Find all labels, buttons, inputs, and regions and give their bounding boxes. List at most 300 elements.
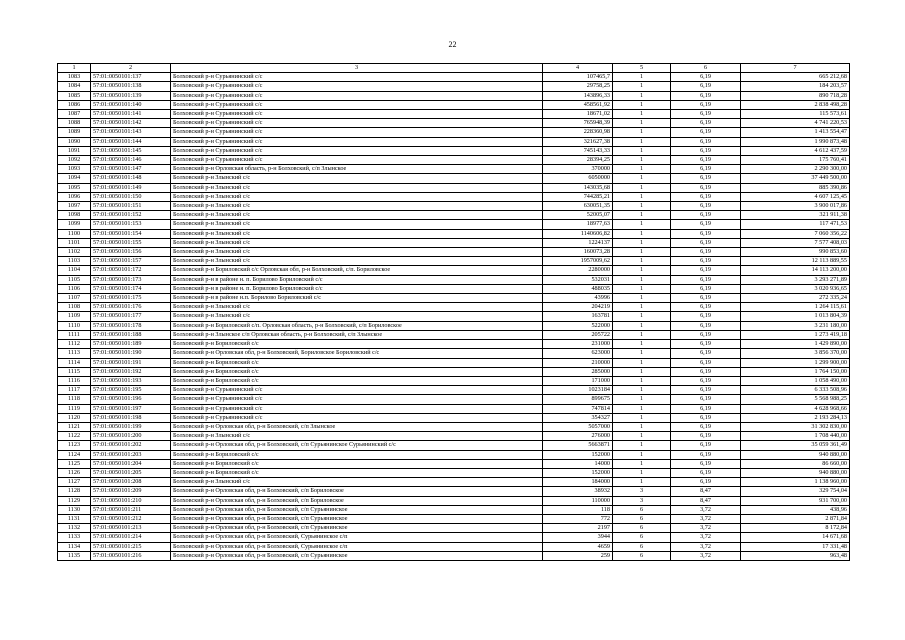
- rate-cell: 6,19: [671, 340, 741, 349]
- rate-cell: 6,19: [671, 248, 741, 257]
- rate-cell: 6,19: [671, 284, 741, 293]
- address-cell: Болховский р-н Злынский с/с: [171, 248, 543, 257]
- rate-cell: 6,19: [671, 156, 741, 165]
- area-cell: 354327: [543, 413, 613, 422]
- cadastral-number-cell: 57:01:0050101:154: [91, 229, 171, 238]
- address-cell: Болховский р-н Бориловский с/с: [171, 358, 543, 367]
- area-cell: 285000: [543, 367, 613, 376]
- value-cell: 321 911,38: [741, 211, 850, 220]
- value-cell: 7 060 356,22: [741, 229, 850, 238]
- row-number-cell: 1117: [58, 386, 91, 395]
- cadastral-number-cell: 57:01:0050101:203: [91, 450, 171, 459]
- table-row: [58, 100, 850, 109]
- table-row: [58, 496, 850, 505]
- table-row: [58, 238, 850, 247]
- cadastral-number-cell: 57:01:0050101:145: [91, 146, 171, 155]
- rate-cell: 8,47: [671, 487, 741, 496]
- row-number-cell: 1100: [58, 229, 91, 238]
- address-cell: Болховский р-н Злынский с/с: [171, 303, 543, 312]
- rate-cell: 6,19: [671, 73, 741, 82]
- address-cell: Болховский р-н Сурьянинский с/с: [171, 413, 543, 422]
- row-number-cell: 1131: [58, 514, 91, 523]
- area-cell: 772: [543, 514, 613, 523]
- cadastral-number-cell: 57:01:0050101:214: [91, 533, 171, 542]
- area-cell: 160073,28: [543, 248, 613, 257]
- rate-cell: 3,72: [671, 551, 741, 560]
- row-number-cell: 1112: [58, 340, 91, 349]
- table-row: [58, 422, 850, 431]
- cadastral-number-cell: 57:01:0050101:191: [91, 358, 171, 367]
- value-cell: 14 671,68: [741, 533, 850, 542]
- cadastral-number-cell: 57:01:0050101:213: [91, 524, 171, 533]
- row-number-cell: 1096: [58, 192, 91, 201]
- row-number-cell: 1108: [58, 303, 91, 312]
- value-cell: 117 471,53: [741, 220, 850, 229]
- address-cell: Болховский р-н Орловская обл, р-н Болховский, Сурьянинское с/п: [171, 533, 543, 542]
- rate-cell: 6,19: [671, 303, 741, 312]
- value-cell: 8 172,84: [741, 524, 850, 533]
- row-number-cell: 1105: [58, 275, 91, 284]
- cadastral-number-cell: 57:01:0050101:198: [91, 413, 171, 422]
- area-cell: 488035: [543, 284, 613, 293]
- cadastral-number-cell: 57:01:0050101:197: [91, 404, 171, 413]
- row-number-cell: 1122: [58, 432, 91, 441]
- address-cell: Болховский р-н Бориловский с/с: [171, 468, 543, 477]
- group-cell: 1: [613, 422, 671, 431]
- table-row: [58, 524, 850, 533]
- cadastral-number-cell: 57:01:0050101:204: [91, 459, 171, 468]
- value-cell: 6 333 508,96: [741, 386, 850, 395]
- value-cell: 3 293 271,89: [741, 275, 850, 284]
- rate-cell: 6,19: [671, 165, 741, 174]
- table-row: [58, 358, 850, 367]
- area-cell: 630051,35: [543, 202, 613, 211]
- table-row: [58, 395, 850, 404]
- value-cell: 31 302 830,00: [741, 422, 850, 431]
- area-cell: 163781: [543, 312, 613, 321]
- rate-cell: 6,19: [671, 220, 741, 229]
- group-cell: 1: [613, 266, 671, 275]
- group-cell: 1: [613, 128, 671, 137]
- row-number-cell: 1083: [58, 73, 91, 82]
- row-number-cell: 1106: [58, 284, 91, 293]
- group-cell: 1: [613, 468, 671, 477]
- cadastral-number-cell: 57:01:0050101:176: [91, 303, 171, 312]
- cadastral-number-cell: 57:01:0050101:210: [91, 496, 171, 505]
- value-cell: 1 413 554,47: [741, 128, 850, 137]
- group-cell: 1: [613, 312, 671, 321]
- cadastral-number-cell: 57:01:0050101:189: [91, 340, 171, 349]
- area-cell: 107465,7: [543, 73, 613, 82]
- value-cell: 17 331,48: [741, 542, 850, 551]
- group-cell: 6: [613, 505, 671, 514]
- group-cell: 1: [613, 413, 671, 422]
- area-cell: 2197: [543, 524, 613, 533]
- area-cell: 43996: [543, 294, 613, 303]
- table-row: [58, 91, 850, 100]
- cadastral-number-cell: 57:01:0050101:208: [91, 478, 171, 487]
- value-cell: 1 264 115,61: [741, 303, 850, 312]
- address-cell: Болховский р-н в районе н. п. Борилово Бориловский с/с: [171, 284, 543, 293]
- area-cell: 228360,98: [543, 128, 613, 137]
- row-number-cell: 1125: [58, 459, 91, 468]
- column-number-row: [58, 64, 850, 73]
- group-cell: 1: [613, 450, 671, 459]
- rate-cell: 6,19: [671, 376, 741, 385]
- address-cell: Болховский р-н Сурьянинский с/с: [171, 128, 543, 137]
- row-number-cell: 1085: [58, 91, 91, 100]
- table-row: [58, 367, 850, 376]
- cadastral-number-cell: 57:01:0050101:156: [91, 248, 171, 257]
- area-cell: 370000: [543, 165, 613, 174]
- rate-cell: 6,19: [671, 432, 741, 441]
- table-row: [58, 266, 850, 275]
- area-cell: 184000: [543, 478, 613, 487]
- row-number-cell: 1086: [58, 100, 91, 109]
- rate-cell: 8,47: [671, 496, 741, 505]
- rate-cell: 6,19: [671, 349, 741, 358]
- group-cell: 1: [613, 100, 671, 109]
- rate-cell: 6,19: [671, 91, 741, 100]
- group-cell: 3: [613, 496, 671, 505]
- value-cell: 940 880,00: [741, 468, 850, 477]
- address-cell: Болховский р-н Бориловский с/с: [171, 367, 543, 376]
- group-cell: 1: [613, 459, 671, 468]
- row-number-cell: 1104: [58, 266, 91, 275]
- area-cell: 4659: [543, 542, 613, 551]
- address-cell: Болховский р-н Орловская обл, р-н Болховский, с/п Бориловское: [171, 496, 543, 505]
- value-cell: 1 764 150,00: [741, 367, 850, 376]
- value-cell: 1 429 890,00: [741, 340, 850, 349]
- area-cell: 210000: [543, 358, 613, 367]
- value-cell: 35 059 361,49: [741, 441, 850, 450]
- row-number-cell: 1114: [58, 358, 91, 367]
- table-row: [58, 468, 850, 477]
- cadastral-number-cell: 57:01:0050101:178: [91, 321, 171, 330]
- row-number-cell: 1087: [58, 110, 91, 119]
- address-cell: Болховский р-н Сурьянинский с/с: [171, 110, 543, 119]
- table-row: [58, 183, 850, 192]
- address-cell: Болховский р-н Злынский с/с: [171, 229, 543, 238]
- area-cell: 259: [543, 551, 613, 560]
- row-number-cell: 1084: [58, 82, 91, 91]
- value-cell: 1 013 804,39: [741, 312, 850, 321]
- address-cell: Болховский р-н Злынский с/с: [171, 202, 543, 211]
- rate-cell: 6,19: [671, 441, 741, 450]
- value-cell: 4 628 968,66: [741, 404, 850, 413]
- rate-cell: 6,19: [671, 395, 741, 404]
- table-row: [58, 192, 850, 201]
- value-cell: 438,96: [741, 505, 850, 514]
- table-row: [58, 478, 850, 487]
- column-header: 2: [91, 64, 171, 73]
- area-cell: 118: [543, 505, 613, 514]
- row-number-cell: 1094: [58, 174, 91, 183]
- rate-cell: 6,19: [671, 312, 741, 321]
- address-cell: Болховский р-н Орловская обл, р-н Болховский, с/п Сурьянинское: [171, 524, 543, 533]
- rate-cell: 6,19: [671, 468, 741, 477]
- address-cell: Болховский р-н Злынский с/с: [171, 192, 543, 201]
- table-row: [58, 340, 850, 349]
- rate-cell: 6,19: [671, 358, 741, 367]
- area-cell: 2280000: [543, 266, 613, 275]
- row-number-cell: 1101: [58, 238, 91, 247]
- rate-cell: 3,72: [671, 542, 741, 551]
- cadastral-number-cell: 57:01:0050101:139: [91, 91, 171, 100]
- value-cell: 1 138 960,00: [741, 478, 850, 487]
- value-cell: 4 612 437,59: [741, 146, 850, 155]
- row-number-cell: 1091: [58, 146, 91, 155]
- address-cell: Болховский р-н Бориловский с/с: [171, 376, 543, 385]
- table-row: [58, 294, 850, 303]
- group-cell: 3: [613, 487, 671, 496]
- area-cell: 152000: [543, 468, 613, 477]
- cadastral-number-cell: 57:01:0050101:212: [91, 514, 171, 523]
- rate-cell: 6,19: [671, 367, 741, 376]
- cadastral-number-cell: 57:01:0050101:146: [91, 156, 171, 165]
- rate-cell: 6,19: [671, 229, 741, 238]
- cadastral-number-cell: 57:01:0050101:193: [91, 376, 171, 385]
- group-cell: 1: [613, 248, 671, 257]
- rate-cell: 6,19: [671, 110, 741, 119]
- value-cell: 37 449 500,00: [741, 174, 850, 183]
- rate-cell: 3,72: [671, 524, 741, 533]
- cadastral-number-cell: 57:01:0050101:195: [91, 386, 171, 395]
- row-number-cell: 1134: [58, 542, 91, 551]
- table-row: [58, 110, 850, 119]
- group-cell: 1: [613, 165, 671, 174]
- cadastral-number-cell: 57:01:0050101:190: [91, 349, 171, 358]
- cadastral-number-cell: 57:01:0050101:153: [91, 220, 171, 229]
- row-number-cell: 1110: [58, 321, 91, 330]
- row-number-cell: 1097: [58, 202, 91, 211]
- value-cell: 931 700,00: [741, 496, 850, 505]
- row-number-cell: 1126: [58, 468, 91, 477]
- table-row: [58, 165, 850, 174]
- area-cell: 143896,33: [543, 91, 613, 100]
- table-row: [58, 514, 850, 523]
- rate-cell: 6,19: [671, 128, 741, 137]
- group-cell: 1: [613, 294, 671, 303]
- cadastral-number-cell: 57:01:0050101:205: [91, 468, 171, 477]
- table-row: [58, 432, 850, 441]
- row-number-cell: 1113: [58, 349, 91, 358]
- area-cell: 5663871: [543, 441, 613, 450]
- address-cell: Болховский р-н Сурьянинский с/с: [171, 91, 543, 100]
- group-cell: 6: [613, 542, 671, 551]
- cadastral-number-cell: 57:01:0050101:215: [91, 542, 171, 551]
- table-row: [58, 386, 850, 395]
- rate-cell: 3,72: [671, 533, 741, 542]
- group-cell: 1: [613, 73, 671, 82]
- cadastral-number-cell: 57:01:0050101:150: [91, 192, 171, 201]
- cadastral-number-cell: 57:01:0050101:175: [91, 294, 171, 303]
- value-cell: 940 880,00: [741, 450, 850, 459]
- group-cell: 1: [613, 395, 671, 404]
- table-row: [58, 248, 850, 257]
- area-cell: 1023184: [543, 386, 613, 395]
- value-cell: 885 390,86: [741, 183, 850, 192]
- address-cell: Болховский р-н Злынский с/с: [171, 183, 543, 192]
- address-cell: Болховский р-н Орловская обл, р-н Болховский, с/п Сурьянинское: [171, 551, 543, 560]
- rate-cell: 6,19: [671, 137, 741, 146]
- rate-cell: 6,19: [671, 386, 741, 395]
- group-cell: 1: [613, 220, 671, 229]
- rate-cell: 6,19: [671, 450, 741, 459]
- table-row: [58, 73, 850, 82]
- value-cell: 184 203,57: [741, 82, 850, 91]
- address-cell: Болховский р-н Бориловский с/с: [171, 340, 543, 349]
- row-number-cell: 1130: [58, 505, 91, 514]
- address-cell: Болховский р-н Орловская обл, р-н Болховский, с/п Бориловское: [171, 487, 543, 496]
- table-row: [58, 330, 850, 339]
- table-row: [58, 450, 850, 459]
- rate-cell: 6,19: [671, 146, 741, 155]
- row-number-cell: 1129: [58, 496, 91, 505]
- column-header: 7: [741, 64, 850, 73]
- value-cell: 115 573,61: [741, 110, 850, 119]
- rate-cell: 6,19: [671, 459, 741, 468]
- table-row: [58, 551, 850, 560]
- area-cell: 1957009,62: [543, 257, 613, 266]
- group-cell: 6: [613, 524, 671, 533]
- area-cell: 765948,39: [543, 119, 613, 128]
- table-row: [58, 413, 850, 422]
- table-row: [58, 376, 850, 385]
- group-cell: 1: [613, 211, 671, 220]
- group-cell: 1: [613, 376, 671, 385]
- address-cell: Болховский р-н Сурьянинский с/с: [171, 73, 543, 82]
- address-cell: Болховский р-н Орловская обл, р-н Болховский, с/п Сурьянинское Сурьянинский с/с: [171, 441, 543, 450]
- rate-cell: 6,19: [671, 119, 741, 128]
- cadastral-number-cell: 57:01:0050101:211: [91, 505, 171, 514]
- address-cell: Болховский р-н в районе н. п. Борилово Бориловский с/с: [171, 275, 543, 284]
- table-row: [58, 459, 850, 468]
- address-cell: Болховский р-н Злынский с/с: [171, 211, 543, 220]
- area-cell: 3944: [543, 533, 613, 542]
- value-cell: 3 856 370,00: [741, 349, 850, 358]
- row-number-cell: 1135: [58, 551, 91, 560]
- address-cell: Болховский р-н Бориловский с/с: [171, 459, 543, 468]
- address-cell: Болховский р-н Злынский с/с: [171, 220, 543, 229]
- value-cell: 1 990 873,48: [741, 137, 850, 146]
- column-header: 1: [58, 64, 91, 73]
- column-header: 3: [171, 64, 543, 73]
- rate-cell: 6,19: [671, 192, 741, 201]
- address-cell: Болховский р-н Сурьянинский с/с: [171, 395, 543, 404]
- value-cell: 4 741 220,53: [741, 119, 850, 128]
- group-cell: 1: [613, 275, 671, 284]
- rate-cell: 6,19: [671, 82, 741, 91]
- area-cell: 18977,63: [543, 220, 613, 229]
- value-cell: 272 335,24: [741, 294, 850, 303]
- cadastral-number-cell: 57:01:0050101:155: [91, 238, 171, 247]
- cadastral-number-cell: 57:01:0050101:157: [91, 257, 171, 266]
- group-cell: 1: [613, 441, 671, 450]
- cadastral-number-cell: 57:01:0050101:152: [91, 211, 171, 220]
- row-number-cell: 1123: [58, 441, 91, 450]
- address-cell: Болховский р-н Орловская обл, р-н Болховский, с/п Сурьянинское: [171, 514, 543, 523]
- group-cell: 1: [613, 183, 671, 192]
- cadastral-number-cell: 57:01:0050101:151: [91, 202, 171, 211]
- row-number-cell: 1090: [58, 137, 91, 146]
- table-row: [58, 156, 850, 165]
- group-cell: 1: [613, 156, 671, 165]
- group-cell: 1: [613, 174, 671, 183]
- group-cell: 1: [613, 202, 671, 211]
- area-cell: 458561,92: [543, 100, 613, 109]
- row-number-cell: 1103: [58, 257, 91, 266]
- address-cell: Болховский р-н Бориловский с/п. Орловская область, р-н Болховский, с/п Бориловское: [171, 321, 543, 330]
- cadastral-number-cell: 57:01:0050101:138: [91, 82, 171, 91]
- rate-cell: 6,19: [671, 257, 741, 266]
- cadastral-number-cell: 57:01:0050101:202: [91, 441, 171, 450]
- rate-cell: 6,19: [671, 330, 741, 339]
- rate-cell: 6,19: [671, 478, 741, 487]
- value-cell: 963,48: [741, 551, 850, 560]
- rate-cell: 6,19: [671, 202, 741, 211]
- table-row: [58, 487, 850, 496]
- group-cell: 1: [613, 192, 671, 201]
- area-cell: 745143,33: [543, 146, 613, 155]
- area-cell: 747814: [543, 404, 613, 413]
- group-cell: 1: [613, 284, 671, 293]
- cadastral-number-cell: 57:01:0050101:140: [91, 100, 171, 109]
- address-cell: Болховский р-н Злынский с/с: [171, 478, 543, 487]
- rate-cell: 6,19: [671, 404, 741, 413]
- table-row: [58, 257, 850, 266]
- area-cell: 28394,25: [543, 156, 613, 165]
- group-cell: 6: [613, 514, 671, 523]
- address-cell: Болховский р-н Орловская обл, р-н Болховский, с/п Злынское: [171, 422, 543, 431]
- row-number-cell: 1124: [58, 450, 91, 459]
- value-cell: 1 299 900,00: [741, 358, 850, 367]
- group-cell: 1: [613, 257, 671, 266]
- area-cell: 52005,07: [543, 211, 613, 220]
- group-cell: 1: [613, 303, 671, 312]
- group-cell: 1: [613, 386, 671, 395]
- row-number-cell: 1115: [58, 367, 91, 376]
- group-cell: 6: [613, 533, 671, 542]
- area-cell: 14000: [543, 459, 613, 468]
- cadastral-number-cell: 57:01:0050101:141: [91, 110, 171, 119]
- address-cell: Болховский р-н Сурьянинский с/с: [171, 404, 543, 413]
- cadastral-number-cell: 57:01:0050101:199: [91, 422, 171, 431]
- row-number-cell: 1120: [58, 413, 91, 422]
- area-cell: 6050000: [543, 174, 613, 183]
- cadastral-number-cell: 57:01:0050101:172: [91, 266, 171, 275]
- address-cell: Болховский р-н Орловская обл, р-н Болховский, с/п Сурьянинское: [171, 505, 543, 514]
- group-cell: 1: [613, 367, 671, 376]
- address-cell: Болховский р-н Злынский с/с: [171, 257, 543, 266]
- row-number-cell: 1128: [58, 487, 91, 496]
- area-cell: 522000: [543, 321, 613, 330]
- table-body: [58, 73, 850, 561]
- area-cell: 38932: [543, 487, 613, 496]
- rate-cell: 6,19: [671, 321, 741, 330]
- rate-cell: 6,19: [671, 174, 741, 183]
- address-cell: Болховский р-н Злынский с/с: [171, 432, 543, 441]
- table-row: [58, 284, 850, 293]
- row-number-cell: 1133: [58, 533, 91, 542]
- group-cell: 1: [613, 330, 671, 339]
- row-number-cell: 1121: [58, 422, 91, 431]
- cadastral-number-cell: 57:01:0050101:148: [91, 174, 171, 183]
- cadastral-number-cell: 57:01:0050101:196: [91, 395, 171, 404]
- area-cell: 29758,25: [543, 82, 613, 91]
- group-cell: 1: [613, 340, 671, 349]
- area-cell: 18671,02: [543, 110, 613, 119]
